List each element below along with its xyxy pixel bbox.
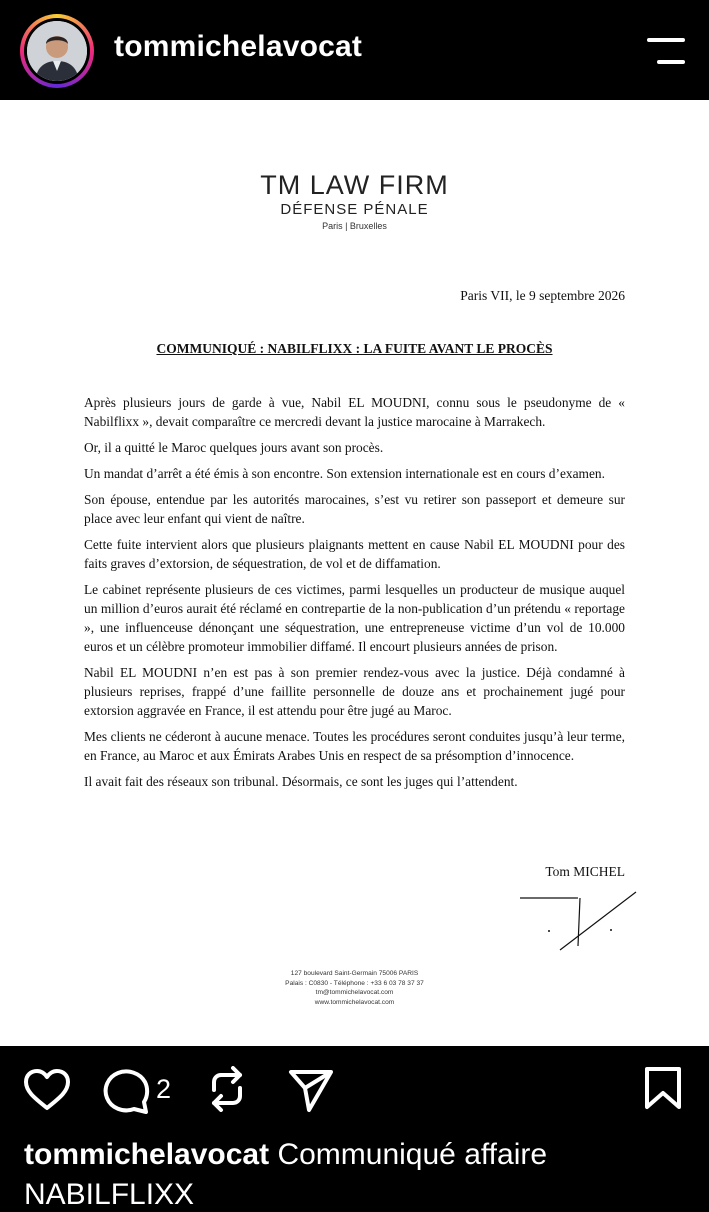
avatar-border	[24, 18, 90, 84]
footer-email: tm@tommichelavocat.com	[315, 989, 394, 997]
signature	[518, 888, 643, 952]
caption-username[interactable]: tommichelavocat	[24, 1138, 270, 1171]
avatar[interactable]	[27, 21, 87, 81]
bookmark-icon[interactable]	[643, 1066, 683, 1110]
repost-icon[interactable]	[206, 1066, 248, 1112]
firm-cities: Paris | Bruxelles	[322, 221, 387, 231]
caption-text: Communiqué affaire	[277, 1138, 548, 1171]
paragraph: Le cabinet représente plusieurs de ces victimes, parmi lesquelles un producteur de musique auquel un million d’euros aurait été réclamé en contrepartie de la non-publication d’un prétendu « reportage », une influenceuse dénonçant une séquestration, une entrepreneuse victime d’un vol de 10.000 euros et un célèbre promoteur immobilier diffamé. Il encourt plusieurs années de prison.	[84, 582, 625, 654]
firm-subtitle: DÉFENSE PÉNALE	[280, 201, 429, 218]
footer-website: www.tommichelavocat.com	[314, 998, 395, 1006]
letter-body	[84, 393, 625, 798]
share-icon[interactable]	[287, 1068, 335, 1114]
header-username[interactable]: tommichelavocat	[114, 30, 363, 63]
signer-name: Tom MICHEL	[545, 864, 625, 879]
comment-icon[interactable]	[102, 1068, 150, 1114]
post-header	[0, 0, 709, 100]
firm-name: TM LAW FIRM	[260, 170, 449, 200]
paragraph: Cette fuite intervient alors que plusieurs plaignants mettent en cause Nabil EL MOUDNI pour des faits graves d’extorsion, de séquestration, de vol et de diffamation.	[84, 537, 625, 571]
paragraph: Or, il a quitté le Maroc quelques jours avant son procès.	[84, 440, 384, 455]
letter-date: Paris VII, le 9 septembre 2026	[460, 288, 625, 303]
heart-icon[interactable]	[22, 1068, 72, 1112]
post-actions	[0, 1046, 709, 1211]
comment-count[interactable]: 2	[156, 1074, 172, 1104]
footer-phone: Palais : C0830 - Téléphone : +33 6 03 78 37 37	[285, 979, 424, 987]
paragraph: Après plusieurs jours de garde à vue, Nabil EL MOUDNI, connu sous le pseudonyme de « Nabilflixx », devait comparaître ce mercredi devant la justice marocaine à Marrakech.	[84, 395, 625, 429]
post-image-document[interactable]	[0, 100, 709, 1046]
avatar-portrait-icon	[27, 21, 87, 81]
paragraph: Nabil EL MOUDNI n’en est pas à son premier rendez-vous avec la justice. Déjà condamné à plusieurs reprises, frappé d’une faillite personnelle de douze ans et prochainement jugé pour extorsion aggravée en France, il est attendu pour être jugé au Maroc.	[84, 665, 625, 718]
letter-footer	[0, 969, 709, 1007]
paragraph: Mes clients ne céderont à aucune menace. Toutes les procédures seront conduites jusqu’à leur terme, en France, au Maroc et aux Émirats Arabes Unis en respect de sa présomption d’innocence.	[84, 729, 625, 763]
footer-address: 127 boulevard Saint-Germain 75006 PARIS	[290, 970, 419, 977]
paragraph: Un mandat d’arrêt a été émis à son encontre. Son extension internationale est en cours d’examen.	[84, 466, 605, 481]
story-ring[interactable]	[20, 14, 94, 88]
paragraph: Il avait fait des réseaux son tribunal. Désormais, ce sont les juges qui l’attendent.	[84, 774, 518, 789]
letter-title: COMMUNIQUÉ : NABILFLIXX : LA FUITE AVANT LE PROCÈS	[156, 341, 553, 356]
paragraph: Son épouse, entendue par les autorités marocaines, s’est vu retirer son passeport et demeure sur place avec leur enfant qui vient de naître.	[84, 492, 625, 526]
caption-text-line2: NABILFLIXX	[24, 1178, 195, 1211]
menu-icon[interactable]	[645, 38, 687, 66]
caption	[24, 1138, 547, 1172]
